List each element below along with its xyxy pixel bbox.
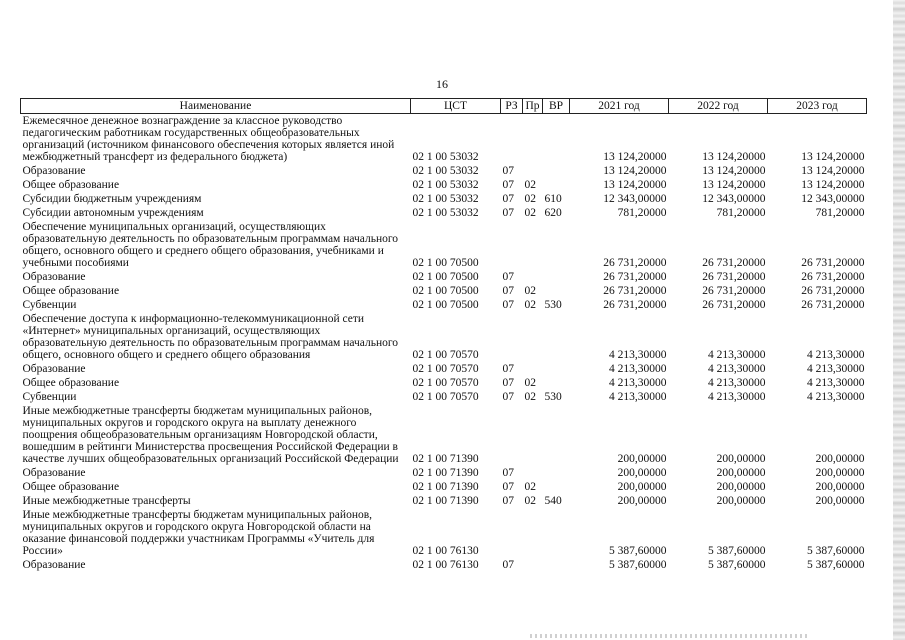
cell-vr <box>543 466 570 480</box>
cell-pr <box>523 558 543 572</box>
cell-rz: 07 <box>502 179 514 191</box>
cell-cst: 02 1 00 53032 <box>412 165 479 177</box>
cell-cst: 02 1 00 76130 <box>412 545 479 557</box>
cell-name: Общее образование <box>22 481 120 493</box>
cell-rz: 07 <box>502 495 514 507</box>
cell-2023: 4 213,30000 <box>807 363 865 375</box>
cell-2021: 5 387,60000 <box>609 545 667 557</box>
cell-name: Иные межбюджетные трансферты бюджетам муниципальных районов, муниципальных округов и городского округа Новгородской области на оказание финансовой поддержки участникам Программы «Учитель для России» <box>22 509 375 557</box>
cell-cst: 02 1 00 71390 <box>412 453 479 465</box>
cell-2021: 5 387,60000 <box>609 559 667 571</box>
table-row <box>21 312 867 362</box>
cell-2022: 5 387,60000 <box>708 559 766 571</box>
scan-edge <box>893 0 905 640</box>
cell-pr: 02 <box>524 285 536 297</box>
cell-rz: 07 <box>502 193 514 205</box>
cell-2022: 12 343,00000 <box>702 193 766 205</box>
cell-2022: 200,00000 <box>716 453 766 465</box>
cell-pr <box>523 164 543 178</box>
cell-pr: 02 <box>524 179 536 191</box>
cell-pr <box>523 508 543 558</box>
table-row <box>21 220 867 270</box>
cell-pr <box>523 362 543 376</box>
cell-vr: 540 <box>544 495 562 507</box>
cell-2023: 200,00000 <box>815 481 865 493</box>
cell-2023: 13 124,20000 <box>801 165 865 177</box>
cell-2021: 200,00000 <box>617 453 667 465</box>
cell-2021: 26 731,20000 <box>603 271 667 283</box>
table-row <box>21 558 867 572</box>
cell-pr: 02 <box>524 207 536 219</box>
cell-vr <box>543 404 570 466</box>
cell-2023: 200,00000 <box>815 495 865 507</box>
table-row <box>21 284 867 298</box>
cell-rz: 07 <box>502 377 514 389</box>
header-rz: РЗ <box>501 99 523 114</box>
cell-2022: 26 731,20000 <box>702 299 766 311</box>
cell-name: Субвенции <box>22 299 77 311</box>
cell-name: Иные межбюджетные трансферты бюджетам муниципальных районов, муниципальных округов и городского округа на выплату денежного поощрения общеобразовательным организациям Новгородской области, вошедшим в рейтинги Министерства просвещения Российской Федерации в качестве лучших общеобразовательных организаций Российской Федерации <box>22 405 399 465</box>
cell-2021: 26 731,20000 <box>603 299 667 311</box>
header-cst: ЦСТ <box>411 99 501 114</box>
cell-2022: 200,00000 <box>716 467 766 479</box>
cell-pr <box>523 270 543 284</box>
cell-vr <box>543 312 570 362</box>
cell-name: Образование <box>22 165 86 177</box>
cell-2023: 200,00000 <box>815 453 865 465</box>
header-2021: 2021 год <box>570 99 669 114</box>
cell-2023: 4 213,30000 <box>807 391 865 403</box>
table-row <box>21 192 867 206</box>
cell-pr: 02 <box>524 391 536 403</box>
cell-rz: 07 <box>502 391 514 403</box>
cell-pr <box>523 404 543 466</box>
cell-name: Общее образование <box>22 179 120 191</box>
table-row <box>21 114 867 165</box>
cell-vr: 610 <box>544 193 562 205</box>
cell-pr: 02 <box>524 377 536 389</box>
header-name: Наименование <box>21 99 411 114</box>
cell-rz: 07 <box>502 271 514 283</box>
cell-2023: 13 124,20000 <box>801 179 865 191</box>
cell-pr <box>523 220 543 270</box>
cell-rz <box>501 220 523 270</box>
cell-2022: 26 731,20000 <box>702 285 766 297</box>
table-header-row <box>21 99 867 114</box>
cell-2021: 4 213,30000 <box>609 349 667 361</box>
table-row <box>21 206 867 220</box>
cell-2021: 13 124,20000 <box>603 151 667 163</box>
cell-cst: 02 1 00 70500 <box>412 299 479 311</box>
cell-cst: 02 1 00 70500 <box>412 271 479 283</box>
cell-vr <box>543 178 570 192</box>
cell-2023: 13 124,20000 <box>801 151 865 163</box>
cell-cst: 02 1 00 53032 <box>412 193 479 205</box>
cell-2022: 4 213,30000 <box>708 377 766 389</box>
cell-vr <box>543 114 570 165</box>
cell-2021: 13 124,20000 <box>603 179 667 191</box>
cell-2022: 4 213,30000 <box>708 391 766 403</box>
cell-2023: 781,20000 <box>815 207 865 219</box>
header-2022: 2022 год <box>669 99 768 114</box>
cell-rz: 07 <box>502 559 514 571</box>
cell-2022: 200,00000 <box>716 495 766 507</box>
cell-2023: 4 213,30000 <box>807 349 865 361</box>
cell-cst: 02 1 00 70570 <box>412 391 479 403</box>
cell-name: Субвенции <box>22 391 77 403</box>
cell-pr <box>523 114 543 165</box>
table-row <box>21 390 867 404</box>
cell-2023: 5 387,60000 <box>807 559 865 571</box>
table-row <box>21 480 867 494</box>
cell-pr: 02 <box>524 495 536 507</box>
cell-2021: 13 124,20000 <box>603 165 667 177</box>
cell-2021: 12 343,00000 <box>603 193 667 205</box>
cell-name: Образование <box>22 559 86 571</box>
cell-2022: 5 387,60000 <box>708 545 766 557</box>
cell-2021: 4 213,30000 <box>609 391 667 403</box>
table-row <box>21 376 867 390</box>
header-2023: 2023 год <box>768 99 867 114</box>
cell-2023: 26 731,20000 <box>801 299 865 311</box>
cell-cst: 02 1 00 71390 <box>412 467 479 479</box>
cell-vr: 530 <box>544 391 562 403</box>
cell-cst: 02 1 00 71390 <box>412 495 479 507</box>
cell-2022: 200,00000 <box>716 481 766 493</box>
cell-pr: 02 <box>524 481 536 493</box>
cell-2021: 200,00000 <box>617 467 667 479</box>
cell-vr <box>543 284 570 298</box>
table-row <box>21 466 867 480</box>
cell-2023: 4 213,30000 <box>807 377 865 389</box>
cell-vr <box>543 508 570 558</box>
cell-vr <box>543 558 570 572</box>
cell-rz: 07 <box>502 285 514 297</box>
cell-2021: 200,00000 <box>617 481 667 493</box>
cell-pr <box>523 466 543 480</box>
cell-rz <box>501 114 523 165</box>
table-row <box>21 178 867 192</box>
cell-vr <box>543 376 570 390</box>
budget-table <box>20 98 867 572</box>
cell-vr: 620 <box>544 207 562 219</box>
cell-pr: 02 <box>524 193 536 205</box>
cell-pr: 02 <box>524 299 536 311</box>
cell-name: Общее образование <box>22 285 120 297</box>
cell-cst: 02 1 00 70570 <box>412 363 479 375</box>
cell-rz: 07 <box>502 363 514 375</box>
scan-edge-bottom <box>530 634 810 638</box>
cell-2022: 26 731,20000 <box>702 257 766 269</box>
cell-2021: 26 731,20000 <box>603 285 667 297</box>
cell-rz: 07 <box>502 299 514 311</box>
table-row <box>21 298 867 312</box>
cell-name: Обеспечение доступа к информационно-телекоммуникационной сети «Интернет» муниципальных организаций, осуществляющих образовательную деятельность по образовательным программам начального общего, основного общего и среднего общего образования <box>22 313 399 361</box>
table-row <box>21 362 867 376</box>
cell-cst: 02 1 00 70500 <box>412 285 479 297</box>
cell-2023: 26 731,20000 <box>801 271 865 283</box>
cell-2023: 200,00000 <box>815 467 865 479</box>
table-row <box>21 270 867 284</box>
cell-2023: 26 731,20000 <box>801 285 865 297</box>
cell-2023: 26 731,20000 <box>801 257 865 269</box>
cell-name: Субсидии бюджетным учреждениям <box>22 193 202 205</box>
cell-cst: 02 1 00 71390 <box>412 481 479 493</box>
cell-2021: 4 213,30000 <box>609 377 667 389</box>
cell-cst: 02 1 00 53032 <box>412 207 479 219</box>
table-row <box>21 494 867 508</box>
cell-name: Ежемесячное денежное вознаграждение за классное руководство педагогическим работникам государственных общеобразовательных организаций (источником финансового обеспечения которых является иной межбюджетный трансферт из федерального бюджета) <box>22 115 395 163</box>
table-row <box>21 164 867 178</box>
cell-rz: 07 <box>502 481 514 493</box>
cell-rz: 07 <box>502 467 514 479</box>
cell-2023: 5 387,60000 <box>807 545 865 557</box>
cell-vr <box>543 164 570 178</box>
cell-2021: 200,00000 <box>617 495 667 507</box>
page-number: 16 <box>436 77 448 91</box>
cell-2021: 781,20000 <box>617 207 667 219</box>
header-vr: ВР <box>543 99 570 114</box>
cell-name: Образование <box>22 363 86 375</box>
cell-2022: 13 124,20000 <box>702 151 766 163</box>
cell-2021: 26 731,20000 <box>603 257 667 269</box>
cell-name: Обеспечение муниципальных организаций, осуществляющих образовательную деятельность по образовательным программам начального общего, основного общего и среднего общего образования, учебниками и учебными пособиями <box>22 221 399 269</box>
cell-rz <box>501 312 523 362</box>
cell-cst: 02 1 00 70500 <box>412 257 479 269</box>
cell-2022: 4 213,30000 <box>708 349 766 361</box>
cell-2023: 12 343,00000 <box>801 193 865 205</box>
cell-cst: 02 1 00 70570 <box>412 377 479 389</box>
cell-rz: 07 <box>502 207 514 219</box>
cell-name: Образование <box>22 271 86 283</box>
cell-name: Иные межбюджетные трансферты <box>22 495 191 507</box>
cell-2022: 4 213,30000 <box>708 363 766 375</box>
header-pr: Пр <box>523 99 543 114</box>
cell-rz <box>501 404 523 466</box>
cell-2022: 781,20000 <box>716 207 766 219</box>
cell-rz <box>501 508 523 558</box>
cell-2022: 26 731,20000 <box>702 271 766 283</box>
cell-cst: 02 1 00 53032 <box>412 151 479 163</box>
cell-rz: 07 <box>502 165 514 177</box>
cell-pr <box>523 312 543 362</box>
cell-vr: 530 <box>544 299 562 311</box>
cell-2022: 13 124,20000 <box>702 179 766 191</box>
cell-cst: 02 1 00 53032 <box>412 179 479 191</box>
cell-cst: 02 1 00 70570 <box>412 349 479 361</box>
cell-name: Общее образование <box>22 377 120 389</box>
table-row <box>21 404 867 466</box>
cell-vr <box>543 220 570 270</box>
cell-vr <box>543 480 570 494</box>
cell-cst: 02 1 00 76130 <box>412 559 479 571</box>
table-row <box>21 508 867 558</box>
cell-name: Образование <box>22 467 86 479</box>
cell-2022: 13 124,20000 <box>702 165 766 177</box>
cell-2021: 4 213,30000 <box>609 363 667 375</box>
cell-vr <box>543 362 570 376</box>
cell-name: Субсидии автономным учреждениям <box>22 207 204 219</box>
cell-vr <box>543 270 570 284</box>
